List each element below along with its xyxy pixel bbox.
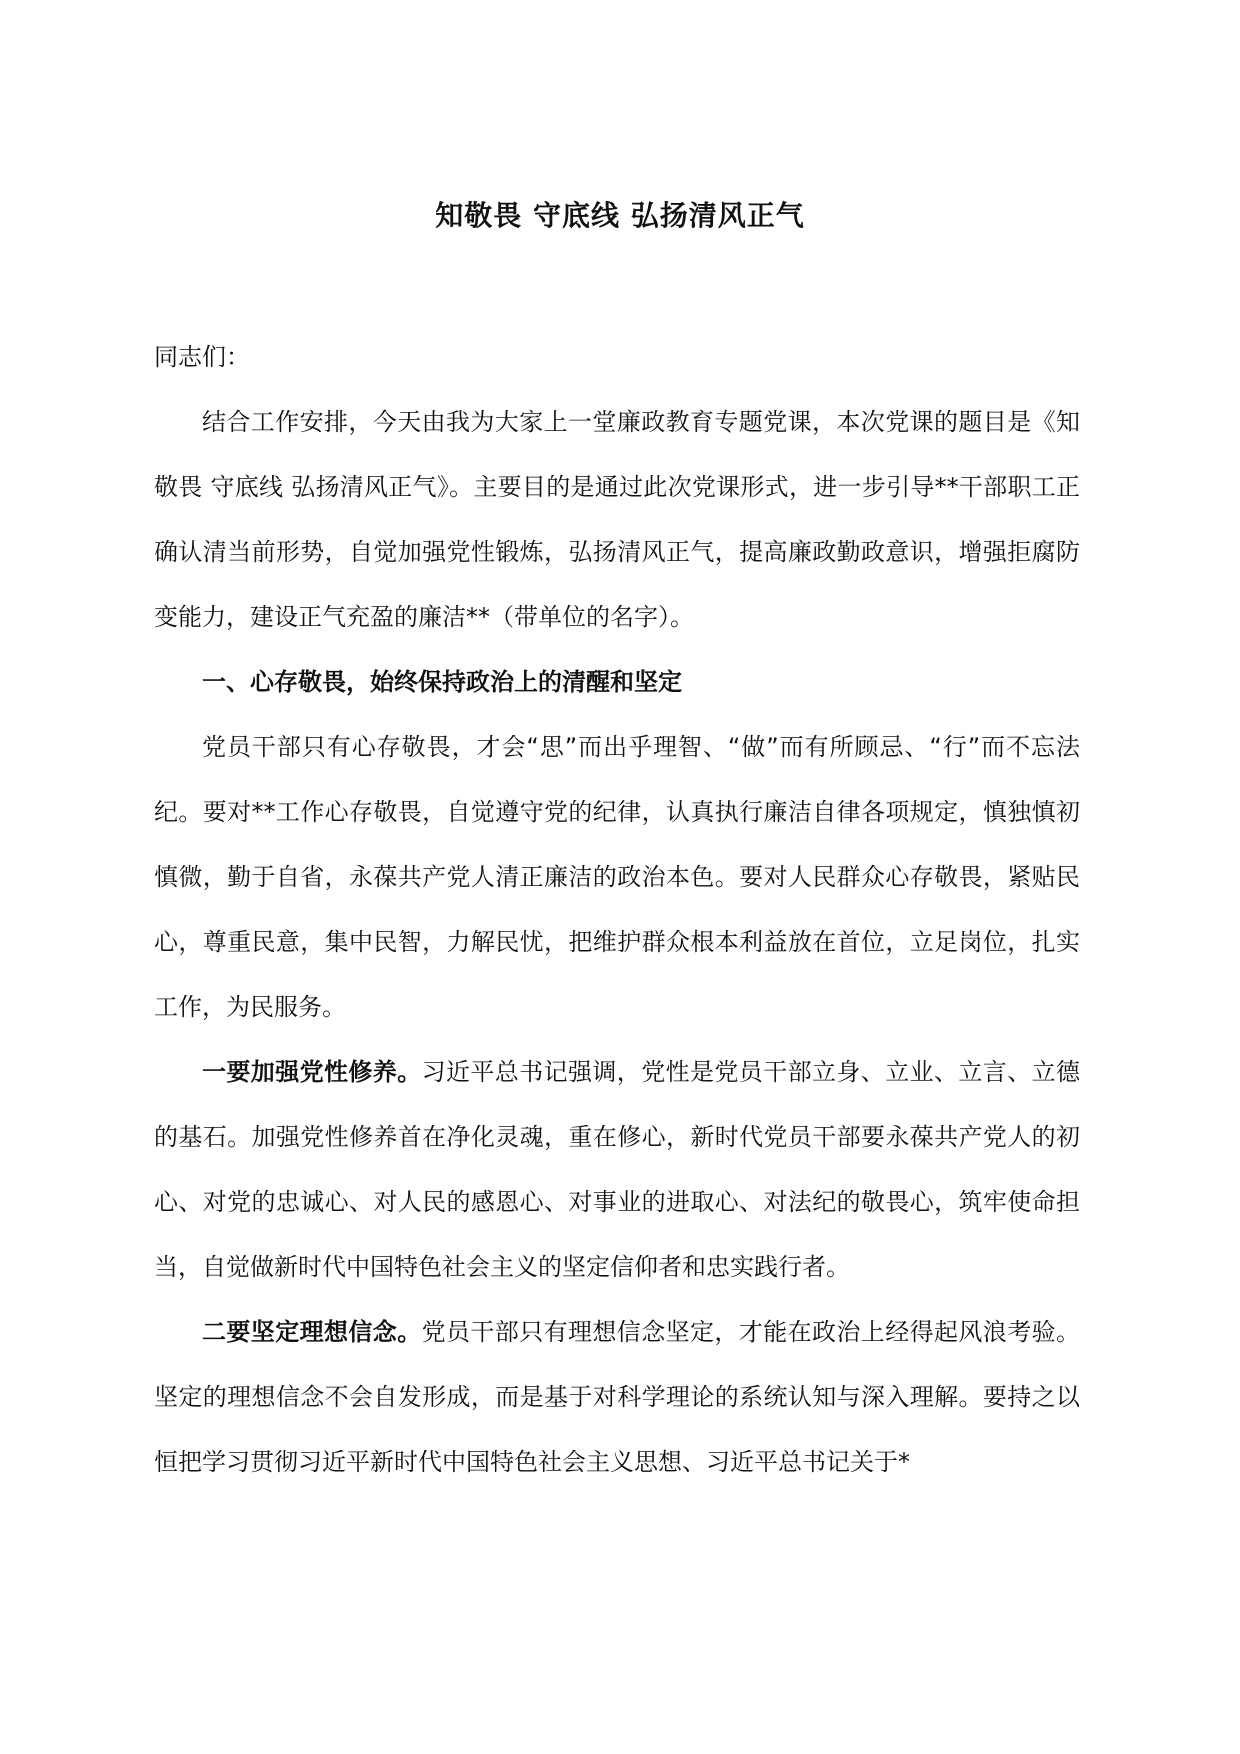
- intro-paragraph: 结合工作安排，今天由我为大家上一堂廉政教育专题党课，本次党课的题目是《知敬畏 守底线 弘扬清风正气》。主要目的是通过此次党课形式，进一步引导**干部职工正确认清当前形势，自觉加强党性锻炼，弘扬清风正气，提高廉政勤政意识，增强拒腐防变能力，建设正气充盈的廉洁**（带单位的名字）。: [154, 408, 1080, 631]
- document-body: [154, 325, 1080, 1495]
- point-1-lead: 一要加强党性修养。: [202, 1058, 422, 1086]
- point-2-text: 党员干部只有理想信念坚定，才能在政治上经得起风浪考验。坚定的理想信念不会自发形成，而是基于对科学理论的系统认知与深入理解。要持之以恒把学习贯彻习近平新时代中国特色社会主义思想、习近平总书记关于*: [154, 1318, 1081, 1476]
- section-1-paragraph: 党员干部只有心存敬畏，才会“思”而出乎理智、“做”而有所顾忌、“行”而不忘法纪。要对**工作心存敬畏，自觉遵守党的纪律，认真执行廉洁自律各项规定，慎独慎初慎微，勤于自省，永葆共产党人清正廉洁的政治本色。要对人民群众心存敬畏，紧贴民心，尊重民意，集中民智，力解民忧，把维护群众根本利益放在首位，立足岗位，扎实工作，为民服务。: [154, 733, 1080, 1021]
- point-2-lead: 二要坚定理想信念。: [202, 1318, 422, 1346]
- point-1-paragraph: [154, 1040, 1080, 1300]
- section-1-heading: 一、心存敬畏，始终保持政治上的清醒和坚定: [202, 668, 682, 696]
- point-2-paragraph: [154, 1300, 1080, 1495]
- salutation: 同志们：: [154, 343, 250, 371]
- point-1-text: 习近平总书记强调，党性是党员干部立身、立业、立言、立德的基石。加强党性修养首在净化灵魂，重在修心，新时代党员干部要永葆共产党人的初心、对党的忠诚心、对人民的感恩心、对事业的进取心、对法纪的敬畏心，筑牢使命担当，自觉做新时代中国特色社会主义的坚定信仰者和忠实践行者。: [154, 1058, 1081, 1281]
- document-title: 知敬畏 守底线 弘扬清风正气: [435, 199, 805, 232]
